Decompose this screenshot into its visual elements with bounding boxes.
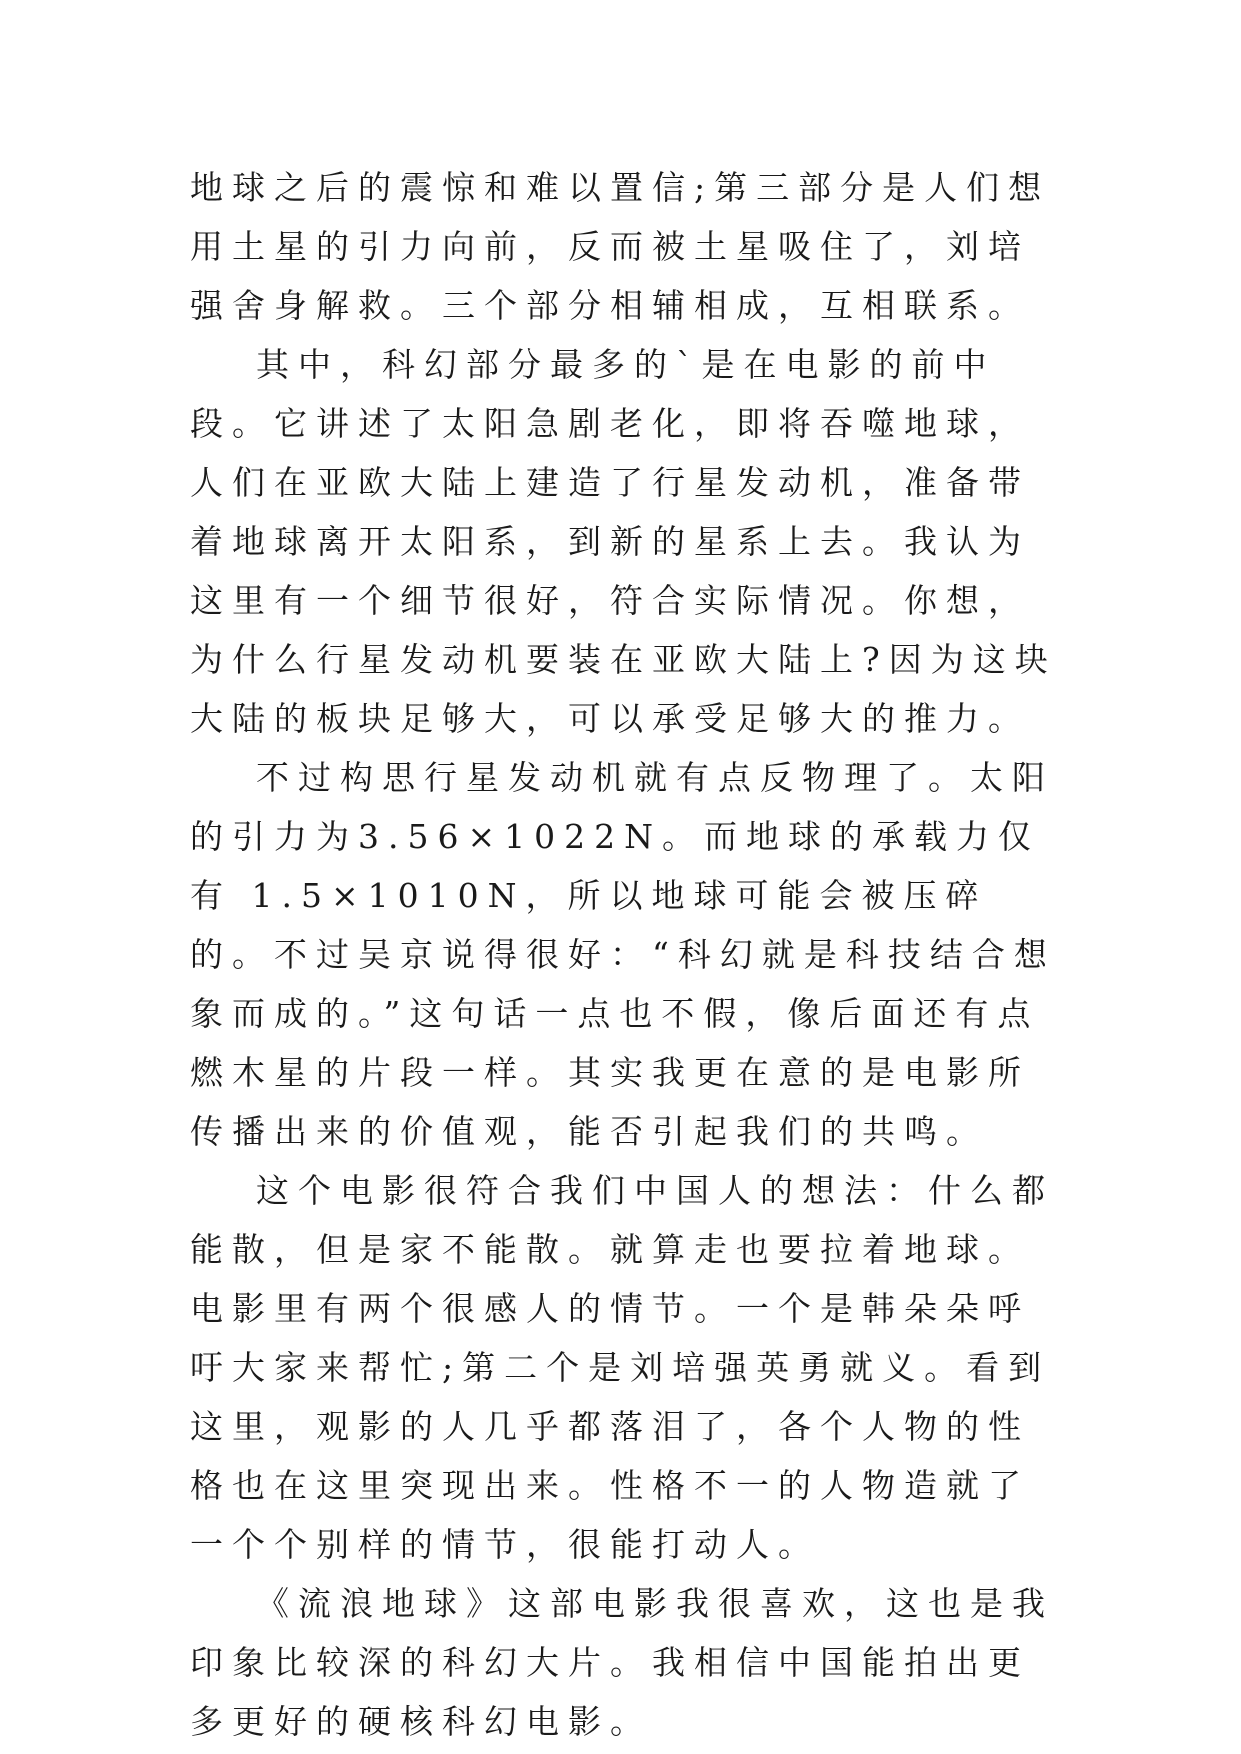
paragraph: 地球之后的震惊和难以置信;第三部分是人们想用土星的引力向前，反而被土星吸住了，刘培强舍身解救。三个部分相辅相成，互相联系。 [190, 168, 1051, 325]
document-body [190, 158, 1060, 1751]
paragraph: 不过构思行星发动机就有点反物理了。太阳的引力为3.56×1022N。而地球的承载力仅有 1.5×1010N，所以地球可能会被压碎的。不过吴京说得很好：“科幻就是科技结合想象而成的。”这句话一点也不假，像后面还有点燃木星的片段一样。其实我更在意的是电影所传播出来的价值观，能否引起我们的共鸣。 [190, 758, 1056, 1151]
paragraph: 《流浪地球》这部电影我很喜欢，这也是我印象比较深的科幻大片。我相信中国能拍出更多更好的硬核科幻电影。 [190, 1584, 1054, 1741]
paragraph: 这个电影很符合我们中国人的想法：什么都能散，但是家不能散。就算走也要拉着地球。电影里有两个很感人的情节。一个是韩朵朵呼吁大家来帮忙;第二个是刘培强英勇就义。看到这里，观影的人几乎都落泪了，各个人物的性格也在这里突现出来。性格不一的人物造就了一个个别样的情节，很能打动人。 [190, 1171, 1054, 1564]
paragraph: 其中，科幻部分最多的`是在电影的前中段。它讲述了太阳急剧老化，即将吞噬地球，人们在亚欧大陆上建造了行星发动机，准备带着地球离开太阳系，到新的星系上去。我认为这里有一个细节很好，符合实际情况。你想，为什么行星发动机要装在亚欧大陆上?因为这块大陆的板块足够大，可以承受足够大的推力。 [190, 345, 1057, 738]
